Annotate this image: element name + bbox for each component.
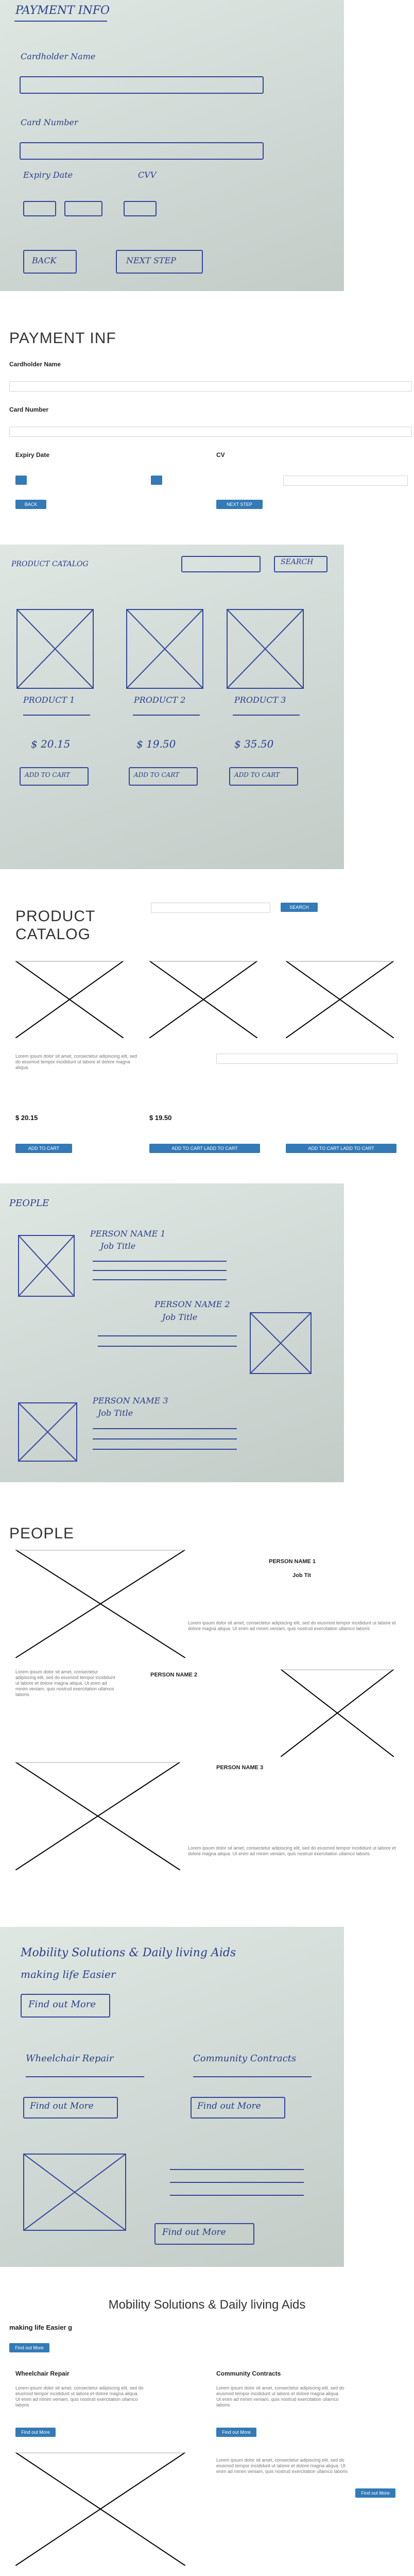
people-sketch-photo <box>0 1183 344 1482</box>
catalog-title-line2: CATALOG <box>15 926 91 943</box>
cvv-input[interactable] <box>283 476 408 486</box>
sketch-wheelchair-title: Wheelchair Repair <box>26 2053 114 2064</box>
sketch-text-line <box>26 2076 144 2077</box>
wheelchair-title: Wheelchair Repair <box>15 2370 70 2377</box>
expiry-year-select[interactable] <box>151 476 162 485</box>
mobility-image <box>15 2452 185 2566</box>
catalog-sketch-photo <box>0 545 344 869</box>
sketch-next-label: NEXT STEP <box>126 256 176 265</box>
sketch-find-out-label: Find out More <box>28 1999 96 2010</box>
sketch-mobility-subtitle: making life Easier <box>21 1968 116 1980</box>
sketch-bio-line <box>93 1261 227 1262</box>
person-bio-3: Lorem ipsum dolor sit amet, consectetur adipiscing elit, sed do eiusmod tempor incididunt ut labore et dolore magna aliqua. Ut enim ad minim veniam, quis nostrud exercitation ullamco laboris <box>188 1845 396 1856</box>
sketch-title: PAYMENT INFO <box>15 4 110 17</box>
expiry-label: Expiry Date <box>15 451 50 459</box>
catalog-search-button-visible[interactable]: SEARCH <box>281 903 318 912</box>
mobility-subtitle: making life Easier g <box>9 2324 73 2331</box>
sketch-cvv-field <box>124 201 157 216</box>
community-title: Community Contracts <box>216 2370 281 2377</box>
product-image-2 <box>149 961 257 1038</box>
card-number-label: Card Number <box>9 406 49 413</box>
cardholder-input[interactable] <box>9 381 412 392</box>
sketch-underline <box>14 21 107 22</box>
community-find-out-button[interactable]: Find out More <box>216 2428 256 2437</box>
sketch-add-cart-label-2: ADD TO CART <box>134 771 180 778</box>
wheelchair-find-out-button[interactable]: Find out More <box>15 2428 56 2437</box>
sketch-bio-line <box>93 1428 237 1429</box>
find-out-more-button[interactable]: Find out More <box>9 2343 49 2352</box>
back-button[interactable]: BACK <box>15 500 46 509</box>
payment-sketch-photo <box>0 0 344 291</box>
wheelchair-text: Lorem ipsum dolor sit amet, consectetur adipiscing elit, sed do eiusmod tempor incididunt ut labore et dolore magna aliqua. Ut enim ad minim veniam, quis nostrud exercitation ullamco laboris <box>15 2385 144 2408</box>
person-job-1: Job Tit <box>292 1572 311 1579</box>
sketch-person-job-3: Job Title <box>98 1408 133 1418</box>
add-to-cart-button-3[interactable]: ADD TO CART LADD TO CART <box>286 1144 396 1153</box>
sketch-back-label: BACK <box>32 256 57 265</box>
product-price-1: $ 20.15 <box>15 1114 38 1122</box>
sketch-text-line <box>170 2169 304 2170</box>
sketch-text-line <box>193 2076 312 2077</box>
expiry-month-select[interactable] <box>15 476 27 485</box>
sketch-find-out-label-2: Find out More <box>30 2101 94 2111</box>
sketch-people-title: PEOPLE <box>9 1198 49 1209</box>
sketch-bio-line <box>98 1335 237 1336</box>
person-image-1 <box>15 1550 185 1658</box>
sketch-cardholder-label: Cardholder Name <box>21 52 96 61</box>
people-title: PEOPLE <box>9 1525 75 1542</box>
next-step-button[interactable]: NEXT STEP <box>216 500 263 509</box>
sketch-search-label: SEARCH <box>281 558 314 566</box>
product-image-3 <box>286 961 394 1038</box>
sketch-bio-line <box>93 1438 237 1439</box>
mobility-sketch-photo <box>0 1927 344 2267</box>
cvv-label: CV <box>216 451 225 459</box>
person-name-2: PERSON NAME 2 <box>150 1672 198 1678</box>
sketch-product-price-1: $ 20.15 <box>31 738 71 750</box>
sketch-product-name-3: PRODUCT 3 <box>234 695 286 705</box>
sketch-expiry-year <box>64 201 102 216</box>
sketch-mobility-title: Mobility Solutions & Daily living Aids <box>21 1946 236 1959</box>
sketch-find-out-label-3: Find out More <box>197 2101 261 2111</box>
product-note-input[interactable] <box>216 1054 398 1064</box>
cardholder-label: Cardholder Name <box>9 361 61 368</box>
catalog-title-line1: PRODUCT <box>15 908 96 925</box>
sketch-find-out-label-4: Find out More <box>162 2227 226 2238</box>
person-bio-2: Lorem ipsum dolor sit amet, consectetur adipiscing elit, sed do eiusmod tempor incididunt ut labore et dolore magna aliqua. Ut enim ad minim veniam, quis nostrud exercitation ullamco laboris <box>15 1669 115 1697</box>
sketch-desc-line <box>133 715 200 716</box>
person-name-3: PERSON NAME 3 <box>216 1765 264 1771</box>
community-text: Lorem ipsum dolor sit amet, consectetur adipiscing elit, sed do eiusmod tempor incididunt ut labore et dolore magna aliqua. Ut enim ad minim veniam, quis nostrud exercitation ullamco laboris <box>216 2385 344 2408</box>
sketch-text-line <box>170 2182 304 2183</box>
mobility-text: Lorem ipsum dolor sit amet, consectetur adipiscing elit, sed do eiusmod tempor incididunt ut labore et dolore magna aliqua. Ut enim ad minim veniam, quis nostrud exercitation ullamco laboris <box>216 2458 348 2474</box>
sketch-person-job-2: Job Title <box>162 1312 198 1322</box>
sketch-community-title: Community Contracts <box>193 2053 297 2064</box>
person-image-2 <box>281 1669 394 1757</box>
person-name-1: PERSON NAME 1 <box>269 1558 316 1565</box>
sketch-search-field <box>181 556 261 572</box>
sketch-person-name-1: PERSON NAME 1 <box>90 1229 166 1239</box>
mobility-title: Mobility Solutions & Daily living Aids <box>108 2298 306 2312</box>
sketch-product-image-3 <box>227 609 304 689</box>
sketch-product-image-1 <box>16 609 94 689</box>
sketch-card-number-field <box>20 142 264 160</box>
sketch-person-image-3 <box>18 1402 77 1462</box>
sketch-bio-line <box>93 1279 227 1280</box>
sketch-person-name-3: PERSON NAME 3 <box>93 1396 168 1405</box>
sketch-text-line <box>170 2195 304 2196</box>
card-number-input[interactable] <box>9 427 412 437</box>
sketch-desc-line <box>233 715 300 716</box>
sketch-bio-line <box>93 1270 227 1271</box>
sketch-desc-line <box>23 715 90 716</box>
product-description: Lorem ipsum dolor sit amet, consectetur adipiscing elit, sed do eiusmod tempor incididunt ut labore et dolore magna aliqua. <box>15 1054 137 1070</box>
sketch-card-number-label: Card Number <box>21 117 78 127</box>
sketch-product-name-1: PRODUCT 1 <box>23 695 75 705</box>
sketch-add-cart-label-3: ADD TO CART <box>234 771 280 778</box>
sketch-product-price-2: $ 19.50 <box>136 738 176 750</box>
sketch-bio-line <box>93 1449 237 1450</box>
person-image-3 <box>15 1762 180 1870</box>
sketch-cvv-label: CVV <box>138 170 157 180</box>
sketch-person-image-2 <box>250 1312 312 1374</box>
sketch-cardholder-field <box>20 76 264 94</box>
sketch-person-name-2: PERSON NAME 2 <box>154 1299 230 1309</box>
catalog-search-input[interactable] <box>151 903 270 913</box>
sketch-bio-line <box>98 1346 237 1347</box>
person-bio-1: Lorem ipsum dolor sit amet, consectetur adipiscing elit, sed do eiusmod tempor incididunt ut labore et dolore magna aliqua. Ut enim ad minim veniam, quis nostrud exercitation ullamco laboris <box>188 1620 396 1631</box>
sketch-person-image-1 <box>18 1235 75 1297</box>
sketch-expiry-month <box>23 201 56 216</box>
product-image-1 <box>15 961 124 1038</box>
sketch-product-image-2 <box>126 609 203 689</box>
payment-title: PAYMENT INF <box>9 330 116 347</box>
mobility-find-out-button[interactable]: Find out More <box>355 2488 395 2498</box>
add-to-cart-button-2[interactable]: ADD TO CART LADD TO CART <box>149 1144 260 1153</box>
sketch-product-price-3: $ 35.50 <box>234 738 274 750</box>
sketch-mobility-image <box>23 2154 126 2231</box>
product-price-2: $ 19.50 <box>149 1114 172 1122</box>
sketch-expiry-label: Expiry Date <box>23 170 73 180</box>
sketch-product-name-2: PRODUCT 2 <box>134 695 186 705</box>
add-to-cart-button-1[interactable]: ADD TO CART <box>15 1144 72 1153</box>
sketch-person-job-1: Job Title <box>100 1241 136 1251</box>
sketch-add-cart-label-1: ADD TO CART <box>25 771 71 778</box>
sketch-catalog-title: PRODUCT CATALOG <box>11 560 89 568</box>
